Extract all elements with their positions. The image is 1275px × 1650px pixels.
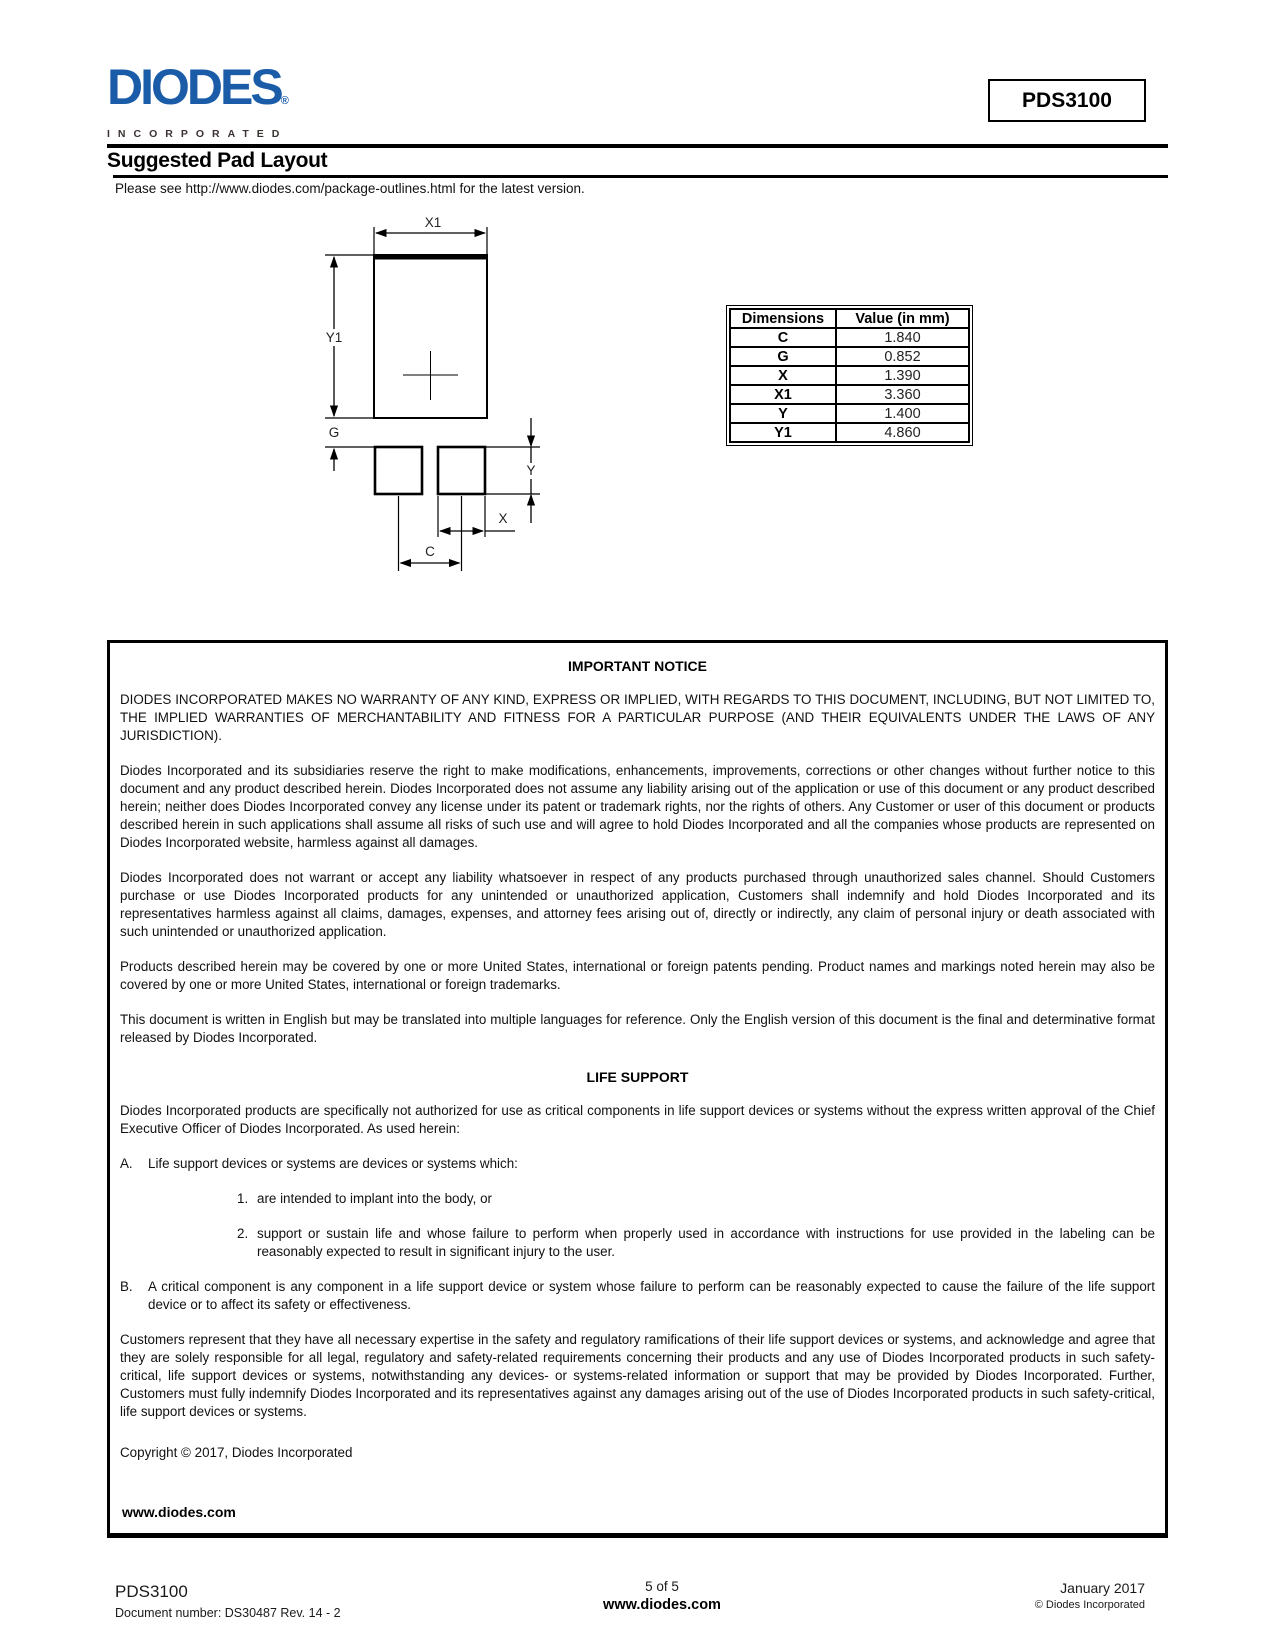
y1-label: Y1: [325, 330, 343, 345]
table-row: [730, 404, 969, 423]
diodes-logo: [107, 59, 327, 140]
notice-paragraph: DIODES INCORPORATED MAKES NO WARRANTY OF ANY KIND, EXPRESS OR IMPLIED, WITH REGARDS TO THIS DOCUMENT, INCLUDING, BUT NOT LIMITED TO, THE IMPLIED WARRANTIES OF MERCHANTABILITY AND FITNESS FOR A PARTICULAR PURPOSE (AND THEIR EQUIVALENTS UNDER THE LAWS OF ANY JURISDICTION).: [120, 692, 1155, 743]
g-label: G: [328, 425, 340, 440]
table-row: [730, 423, 969, 442]
important-notice-box: [107, 640, 1168, 1538]
version-note-suffix: for the latest version.: [455, 181, 585, 196]
footer-left: [115, 1582, 341, 1620]
dimension-value: 4.860: [836, 423, 969, 442]
list-item-text: A critical component is any component in a life support device or system whose failure to perform can be reasonably expected to cause the failure of the life support device or to affect its safety or effectiveness.: [148, 1279, 1155, 1312]
list-item-2: [237, 1225, 1155, 1261]
list-item-b: [120, 1278, 1155, 1314]
x-label: X: [498, 511, 508, 526]
table-row: [730, 347, 969, 366]
dimension-value: 1.390: [836, 366, 969, 385]
notice-paragraph: This document is written in English but may be translated into multiple languages for reference. Only the English version of this document is the final and determinative format released by Diodes Incorporated.: [120, 1012, 1155, 1045]
dimensions-table: [726, 305, 973, 446]
column-header-dimensions: Dimensions: [730, 309, 836, 328]
notice-website-link[interactable]: www.diodes.com: [122, 1504, 236, 1520]
footer-date: January 2017: [1060, 1580, 1145, 1596]
page-title: Suggested Pad Layout: [107, 149, 328, 172]
notice-paragraph: Diodes Incorporated does not warrant or accept any liability whatsoever in respect of any products purchased through unauthorized sales channel. Should Customers purchase or use Diodes Incorporated products for any unintended or unauthorized application, Customers shall indemnify and hold Diodes Incorporated and its representatives harmless against all claims, damages, expenses, and attorney fees arising out of, directly or indirectly, any claim of personal injury or death associated with such unintended or unauthorized application.: [120, 870, 1155, 939]
customers-paragraph: Customers represent that they have all necessary expertise in the safety and regulatory ramifications of their life support devices or systems, and acknowledge and agree that they are solely responsible for all legal, regulatory and safety-related requirements concerning their products and any use of Diodes Incorporated products in such safety-critical, life support devices or systems, notwithstanding any devices- or systems-related information or support that may be provided by Diodes Incorporated. Further, Customers must fully indemnify Diodes Incorporated and its representatives against any damages arising out of the use of Diodes Incorporated products in such safety-critical, life support devices or systems.: [120, 1332, 1155, 1419]
dimension-value: 3.360: [836, 385, 969, 404]
part-number-text: PDS3100: [1022, 88, 1112, 112]
dimension-name: C: [730, 328, 836, 347]
dimension-name: X1: [730, 385, 836, 404]
footer-document-number: Document number: DS30487 Rev. 14 - 2: [115, 1606, 341, 1620]
footer-right: [845, 1580, 1145, 1611]
y-label: Y: [526, 463, 536, 478]
dimension-name: Y1: [730, 423, 836, 442]
dimension-value: 1.400: [836, 404, 969, 423]
copyright-line: Copyright © 2017, Diodes Incorporated: [120, 1445, 353, 1460]
life-support-intro: Diodes Incorporated products are specifically not authorized for use as critical components in life support devices or systems without the express written approval of the Chief Executive Officer of Diodes Incorporated. As used herein:: [120, 1103, 1155, 1136]
table-row: [730, 366, 969, 385]
list-item-label: B.: [120, 1279, 133, 1294]
list-item-text: Life support devices or systems are devices or systems which:: [148, 1156, 518, 1171]
list-item-a: [120, 1155, 1155, 1173]
logo-text: DIODES: [107, 59, 281, 115]
footer-website-link[interactable]: www.diodes.com: [603, 1597, 721, 1613]
version-note: [115, 181, 585, 196]
list-item-text: are intended to implant into the body, or: [257, 1191, 492, 1206]
list-item-label: A.: [120, 1156, 133, 1171]
part-number-box: [988, 79, 1146, 122]
package-outlines-link[interactable]: http://www.diodes.com/package-outlines.html: [185, 181, 456, 196]
dimension-value: 0.852: [836, 347, 969, 366]
c-label: C: [425, 544, 435, 559]
list-item-1: [237, 1190, 1155, 1208]
footer-center: [512, 1579, 812, 1613]
footer-copyright: © Diodes Incorporated: [1034, 1599, 1145, 1611]
heading-rule-top: [107, 144, 1168, 148]
list-item-label: 1.: [237, 1191, 249, 1206]
table-row: [730, 385, 969, 404]
list-item-text: support or sustain life and whose failure to perform when properly used in accordance with instructions for use provided in the labeling can be reasonably expected to result in significant injury to the user.: [257, 1226, 1155, 1259]
heading-rule-bottom: [113, 175, 1168, 178]
right-pad-outline: [438, 447, 485, 494]
column-header-value: Value (in mm): [836, 309, 969, 328]
life-support-title: LIFE SUPPORT: [586, 1069, 689, 1085]
table-row: [730, 328, 969, 347]
footer-page-info: 5 of 5: [645, 1579, 679, 1594]
logo-incorporated-text: INCORPORATED: [107, 128, 288, 140]
list-item-label: 2.: [237, 1226, 249, 1241]
diodes-logo-wordmark: [107, 59, 327, 126]
notice-paragraph: Diodes Incorporated and its subsidiaries reserve the right to make modifications, enhancements, improvements, corrections or other changes without further notice to this document and any product described herein. Diodes Incorporated does not assume any liability arising out of the application or use of this document or any product described herein; neither does Diodes Incorporated convey any license under its patent or trademark rights, nor the rights of others. Any Customer or user of this document or products described herein in such applications shall assume all risks of such use and will agree to hold Diodes Incorporated and all the companies whose products are represented on Diodes Incorporated website, harmless against all damages.: [120, 763, 1155, 850]
important-notice-title: IMPORTANT NOTICE: [568, 658, 707, 674]
x1-label: X1: [424, 215, 442, 230]
footer-part-number: PDS3100: [115, 1582, 188, 1601]
dimension-name: Y: [730, 404, 836, 423]
pad-layout-diagram: [280, 205, 550, 580]
registered-mark-icon: ®: [280, 95, 289, 107]
dimension-value: 1.840: [836, 328, 969, 347]
dimension-name: X: [730, 366, 836, 385]
dimension-name: G: [730, 347, 836, 366]
table-header-row: [730, 309, 969, 328]
version-note-prefix: Please see: [115, 181, 186, 196]
notice-paragraph: Products described herein may be covered by one or more United States, international or foreign patents pending. Product names and markings noted herein may also be covered by one or more United States, international or foreign trademarks.: [120, 959, 1155, 992]
left-pad-outline: [375, 447, 422, 494]
